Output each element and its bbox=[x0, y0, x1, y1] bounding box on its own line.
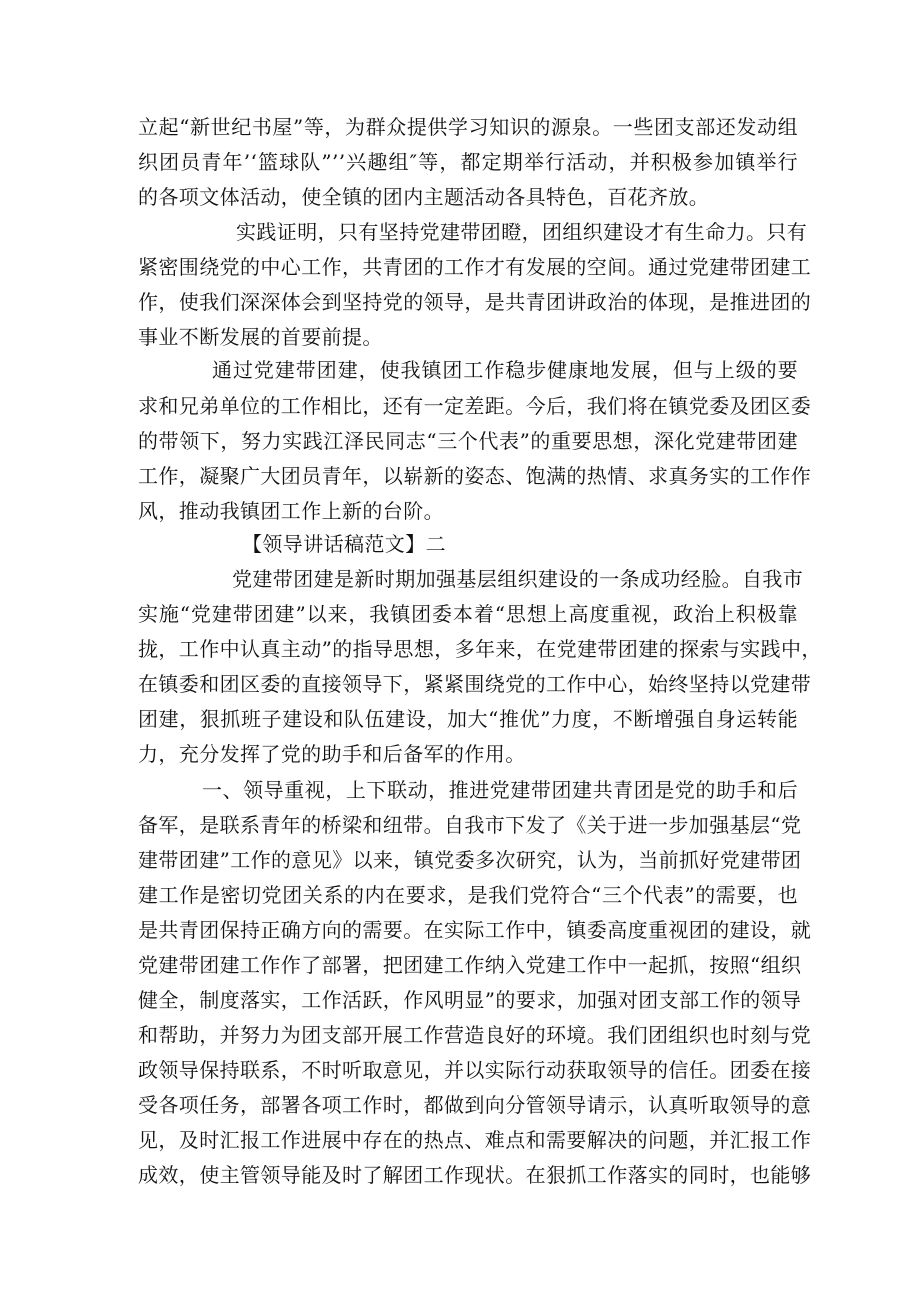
text-line: 事业不断发展的首要前提。 bbox=[138, 325, 383, 349]
text-line: 力，充分发挥了党的助手和后备军的作用。 bbox=[138, 742, 526, 766]
text-line: 团建，狠抓班子建设和队伍建设，加大“推优”力度，不断增强自身运转能 bbox=[138, 707, 798, 731]
text-line: 通过党建带团建，使我镇团工作稳步健康地发展，但与上级的要 bbox=[212, 358, 798, 382]
text-line: 作，使我们深深体会到坚持党的领导，是共青团讲政治的体现，是推进团的 bbox=[138, 290, 812, 314]
text-line: 在镇委和团区委的直接领导下，紧紧围绕党的工作中心，始终坚持以党建带 bbox=[138, 672, 812, 696]
text-line: 备军，是联系青年的桥梁和纽带。自我市下发了《关于进一步加强基层“党 bbox=[138, 813, 802, 837]
text-line: 的各项文体活动，使全镇的团内主题活动各具特色，百花齐放。 bbox=[138, 185, 710, 209]
section-heading: 【领导讲话稿范文】二 bbox=[242, 532, 446, 556]
text-line: 是共青团保持正确方向的需要。在实际工作中，镇委高度重视团的建设，就 bbox=[138, 918, 812, 942]
text-line: 的带领下，努力实践江泽民同志“三个代表”的重要思想，深化党建带团建 bbox=[138, 429, 798, 453]
text-line: 一、领导重视，上下联动，推进党建带团建共青团是党的助手和后 bbox=[202, 778, 798, 802]
text-line: 建工作是密切党团关系的内在要求，是我们党符合“三个代表”的需要，也 bbox=[138, 883, 798, 907]
text-line: 求和兄弟单位的工作相比，还有一定差距。今后，我们将在镇党委及团区委 bbox=[138, 394, 812, 418]
text-line: 党建带团建工作作了部署，把团建工作纳入党建工作中一起抓，按照“组织 bbox=[138, 953, 802, 977]
text-line: 建带团建”工作的意见》以来，镇党委多次研究，认为，当前抓好党建带团 bbox=[138, 848, 802, 872]
text-line: 健全，制度落实，工作活跃，作风明显”的要求，加强对团支部工作的领导 bbox=[138, 988, 802, 1012]
text-line: 和帮助，并努力为团支部开展工作营造良好的环境。我们团组织也时刻与党 bbox=[138, 1023, 812, 1047]
text-line: 拢，工作中认真主动”的指导思想，多年来，在党建带团建的探索与实践中， bbox=[138, 637, 822, 661]
text-line: 成效，使主管领导能及时了解团工作现状。在狠抓工作落实的同时，也能够 bbox=[138, 1163, 812, 1187]
text-line: 实施“党建带团建”以来，我镇团委本着“思想上高度重视，政治上积极靠 bbox=[138, 602, 798, 626]
text-line: 风，推动我镇团工作上新的台阶。 bbox=[138, 499, 444, 523]
text-line: 实践证明，只有坚持党建带团瞪，团组织建设才有生命力。只有 bbox=[236, 220, 808, 244]
text-line: 党建带团建是新时期加强基层组织建设的一条成功经脸。自我市 bbox=[232, 567, 804, 591]
text-line: 见，及时汇报工作进展中存在的热点、难点和需要解决的问题，并汇报工作 bbox=[138, 1128, 812, 1152]
text-line: 政领导保持联系，不时听取意见，并以实际行动获取领导的信任。团委在接 bbox=[138, 1058, 812, 1082]
text-line: 立起“新世纪书屋”等，为群众提供学习知识的源泉。一些团支部还发动组 bbox=[138, 115, 798, 139]
text-line: 紧密围绕党的中心工作，共青团的工作才有发展的空间。通过党建带团建工 bbox=[138, 255, 812, 279]
text-line: 工作，凝聚广大团员青年，以崭新的姿态、饱满的热情、求真务实的工作作 bbox=[138, 464, 812, 488]
text-line: 织团员青年’‘篮球队”’’兴趣组″等，都定期举行活动，并积极参加镇举行 bbox=[138, 150, 798, 174]
text-line: 受各项任务，部署各项工作时，都做到向分管领导请示，认真听取领导的意 bbox=[138, 1093, 812, 1117]
